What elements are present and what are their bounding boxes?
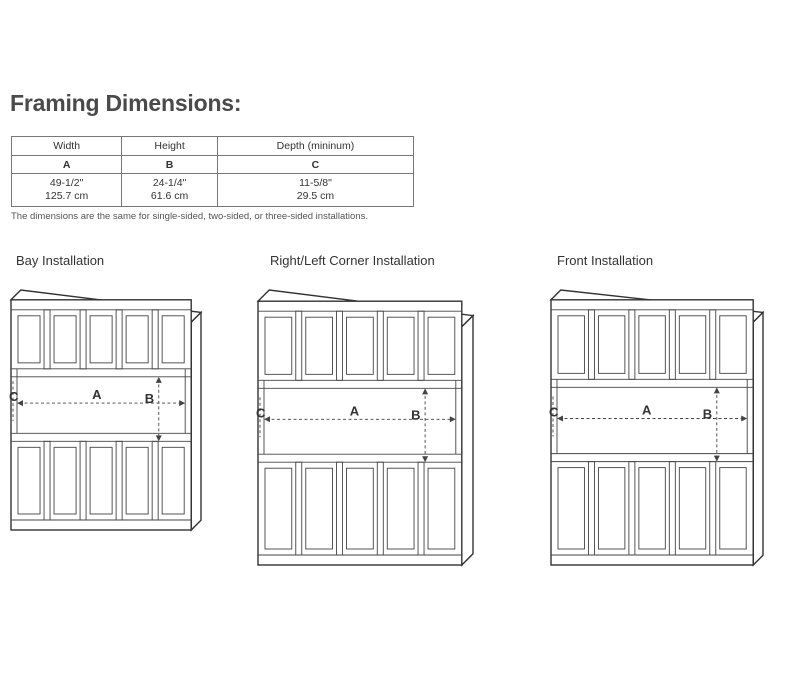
frame-outline (551, 300, 753, 565)
dimension-a-label: A (92, 387, 102, 403)
frame-outline (11, 300, 191, 530)
dimension-b-label: B (411, 407, 421, 423)
corner-installation-diagram (252, 282, 492, 572)
value-width (12, 174, 122, 207)
table-letter-row (12, 156, 414, 174)
depth-imperial: 11-5/8" (299, 177, 332, 189)
header-height: Height (122, 137, 218, 156)
height-metric: 61.6 cm (150, 190, 189, 202)
front-installation-diagram (545, 282, 780, 572)
letter-b: B (122, 156, 218, 174)
depth-metric: 29.5 cm (296, 190, 335, 202)
dimension-b-label: B (144, 391, 155, 407)
frame-outline (258, 301, 462, 565)
dimension-c-label: C (9, 389, 19, 405)
table-header-row (12, 137, 414, 156)
page-title: Framing Dimensions: (10, 90, 242, 116)
header-depth: Depth (mininum) (217, 137, 413, 156)
dimension-a-label: A (349, 403, 360, 419)
dimension-a-label: A (641, 402, 652, 418)
header-width: Width (12, 137, 122, 156)
figure-label-corner: Right/Left Corner Installation (270, 253, 435, 268)
frame-side-face (191, 312, 201, 530)
figure-label-front: Front Installation (557, 253, 654, 268)
bay-installation-diagram (5, 282, 215, 532)
value-depth (217, 174, 413, 207)
figure-label-bay: Bay Installation (16, 253, 105, 268)
letter-a: A (12, 156, 122, 174)
frame-side-face (753, 312, 763, 565)
width-metric: 125.7 cm (45, 190, 89, 202)
dimension-b-label: B (702, 406, 713, 422)
dimension-c-label: C (256, 405, 266, 421)
table-note: The dimensions are the same for single-sided, two-sided, or three-sided installations. (11, 211, 368, 222)
dimensions-table (11, 136, 414, 207)
dimension-c-label: C (549, 404, 559, 420)
bay-frame (9, 290, 201, 530)
width-imperial: 49-1/2" (49, 177, 84, 189)
value-height (122, 174, 218, 207)
front-frame (549, 290, 763, 565)
corner-frame (256, 290, 473, 565)
letter-c: C (217, 156, 413, 174)
table-values-row (12, 174, 414, 207)
frame-side-face (462, 316, 473, 565)
height-imperial: 24-1/4" (152, 177, 187, 189)
